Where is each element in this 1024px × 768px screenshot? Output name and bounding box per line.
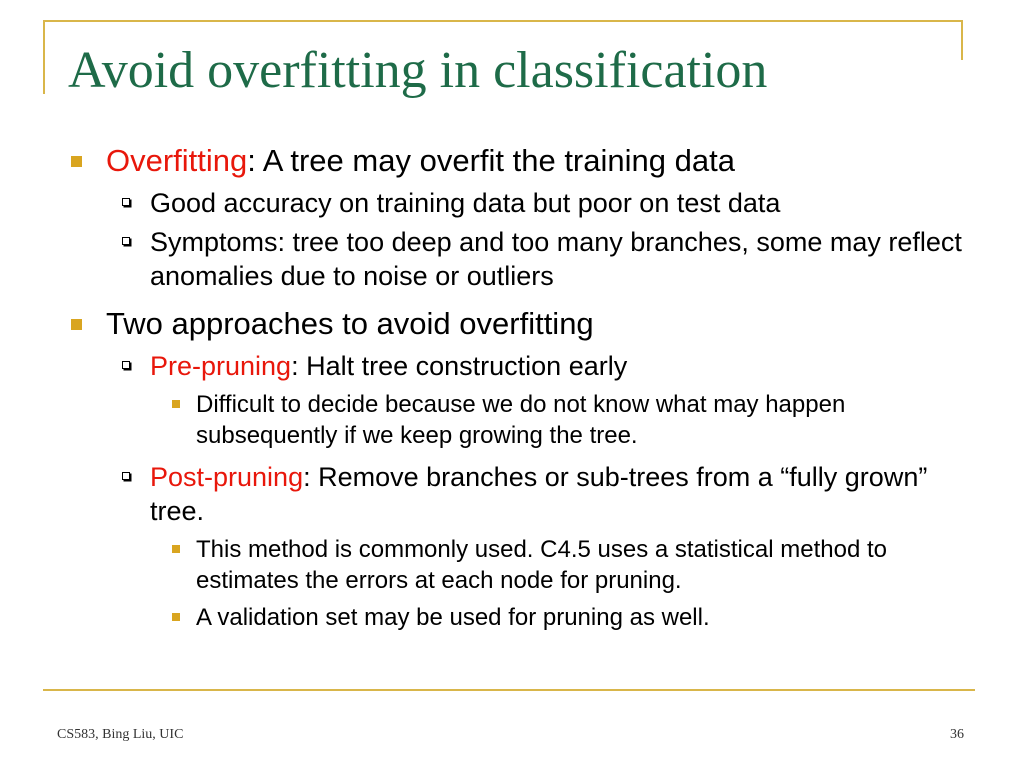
sub-sub-bullet-text: Difficult to decide because we do not know what may happen subsequently if we keep growing the tree. [196,391,846,449]
square-bullet-icon [71,319,82,330]
term-pre-pruning: Pre-pruning [150,351,292,381]
slide-title: Avoid overfitting in classification [68,42,768,99]
sub-bullet-text: Good accuracy on training data but poor on test data [150,188,781,218]
footer-divider-line [43,689,975,691]
square-bullet-icon [172,613,180,621]
frame-right-line [961,20,963,60]
footer-course-credit: CS583, Bing Liu, UIC [57,727,184,742]
slide-number: 36 [950,727,964,742]
sub-sub-bullet-text: A validation set may be used for pruning as well. [196,604,710,631]
sub-sub-bullet-difficult [0,389,984,451]
slide-body [0,142,1024,633]
sub-bullet-pre-pruning [0,349,984,383]
bullet-text: : A tree may overfit the training data [247,143,735,178]
square-bullet-icon [172,400,180,408]
sub-bullet-good-accuracy [0,186,984,220]
sub-sub-bullet-validation-set [0,602,984,633]
sub-bullet-text: : Halt tree construction early [291,351,628,381]
sub-sub-bullet-text: This method is commonly used. C4.5 uses a statistical method to estimates the errors at each node for pruning. [196,536,887,594]
frame-left-line [43,20,45,94]
square-bullet-icon [71,156,82,167]
hollow-square-bullet-icon [122,472,130,480]
bullet-two-approaches [0,305,984,343]
sub-bullet-symptoms [0,225,984,293]
sub-bullet-post-pruning [0,460,984,528]
frame-top-line [43,20,963,22]
hollow-square-bullet-icon [122,361,130,369]
square-bullet-icon [172,545,180,553]
sub-sub-bullet-commonly-used [0,534,984,596]
term-post-pruning: Post-pruning [150,462,304,492]
term-overfitting: Overfitting [106,143,248,178]
hollow-square-bullet-icon [122,198,130,206]
sub-bullet-text: : Remove branches or sub-trees from a “fully grown” tree. [150,462,928,526]
sub-bullet-text: Symptoms: tree too deep and too many branches, some may reflect anomalies due to noise or outliers [150,227,962,291]
bullet-overfitting [0,142,984,180]
bullet-text: Two approaches to avoid overfitting [106,306,594,341]
hollow-square-bullet-icon [122,237,130,245]
